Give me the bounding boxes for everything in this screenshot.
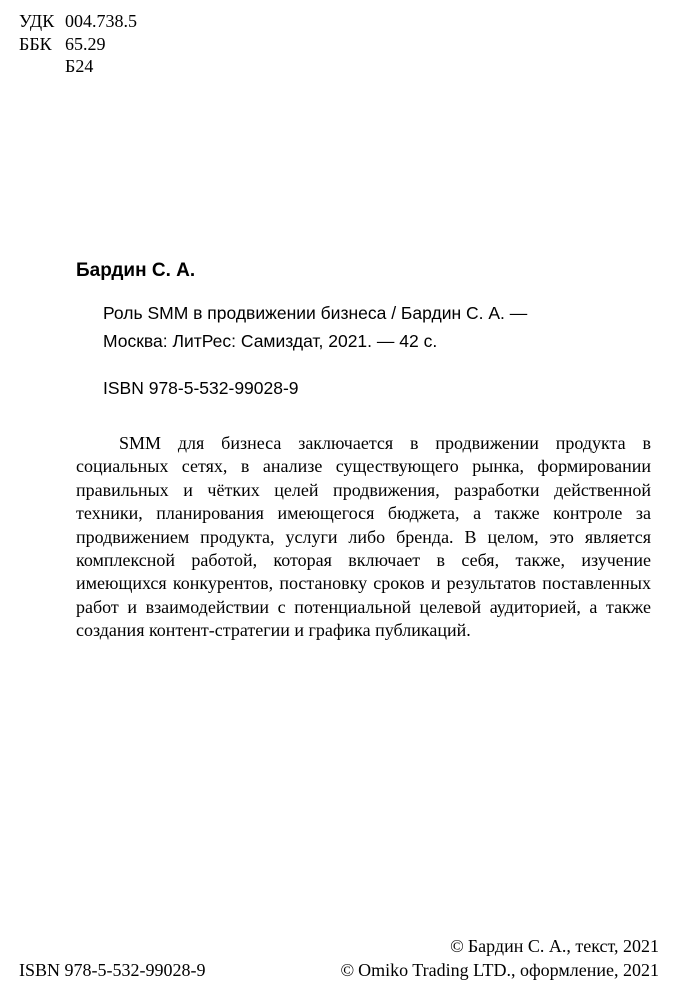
author-mark-row [19, 55, 137, 78]
isbn-main: ISBN 978-5-532-99028-9 [103, 378, 299, 398]
bibliographic-record [103, 299, 527, 355]
isbn-footer: ISBN 978-5-532-99028-9 [19, 960, 206, 980]
author-mark-value: Б24 [65, 56, 94, 76]
author-mark-label [19, 55, 65, 78]
udc-row [19, 10, 137, 33]
copyright-icon: © [450, 936, 464, 956]
bbk-label: ББК [19, 33, 52, 54]
bbk-value: 65.29 [65, 33, 106, 54]
copyright-design-line [340, 958, 659, 982]
copyright-block [340, 934, 659, 982]
copyright-text: Бардин С. А., текст, 2021 [467, 936, 659, 956]
bbk-row [19, 33, 137, 56]
udc-value: 004.738.5 [65, 11, 137, 31]
copyright-design-text: Omiko Trading LTD., оформление, 2021 [358, 960, 659, 980]
classification-codes [19, 10, 137, 78]
copyright-text-line [340, 934, 659, 958]
author-heading: Бардин С. А. [76, 260, 196, 281]
copyright-icon: © [340, 960, 355, 980]
bibliographic-title-line: Роль SMM в продвижении бизнеса / Бардин С. А. — [103, 303, 528, 323]
bibliographic-publisher-line: Москва: ЛитРес: Самиздат, 2021. — 42 с. [103, 331, 438, 351]
udc-label: УДК [19, 11, 55, 31]
annotation-paragraph: SMM для бизнеса заключается в продвижении продукта в социальных сетях, в анализе существующего рынка, формировании правильных и чётких целей продвижения, разработки действенной техники, планирования имеющегося бюджета, а также контроле за продвижением продукта, услуги либо бренда. В целом, это является комплексной работой, которая включает в себя, также, изучение имеющихся конкурентов, постановку сроков и результатов поставленных работ и взаимодействии с потенциальной целевой аудиторией, а также создания контент-стратегии и графика публикаций. [76, 433, 651, 641]
